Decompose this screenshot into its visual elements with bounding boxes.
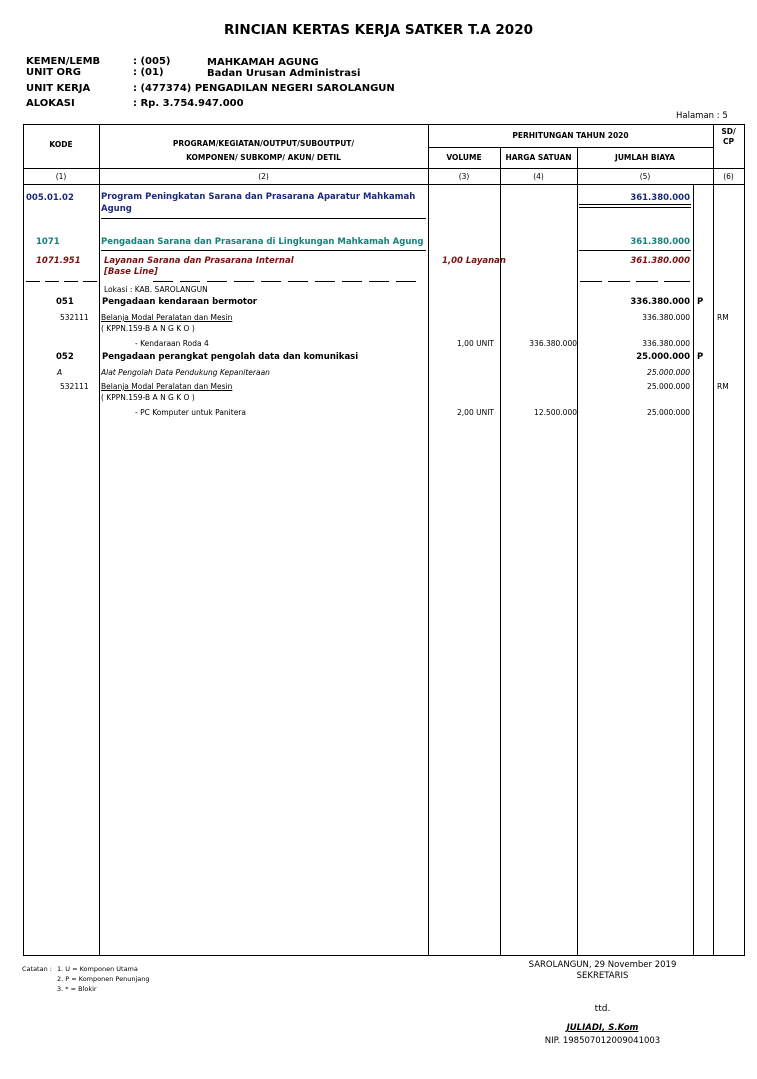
output-name-2: [Base Line]	[104, 267, 158, 277]
akun-1-kppn: ( KPPN.159-B A N G K O )	[101, 324, 195, 333]
komponen-052-name: Pengadaan perangkat pengolah data dan komunikasi	[102, 352, 359, 362]
col-program-1: PROGRAM/KEGIATAN/OUTPUT/SUBOUTPUT/	[172, 139, 355, 148]
program-code: 005.01.02	[26, 193, 74, 203]
subkomponen-a-code: A	[57, 368, 63, 377]
col-kode: KODE	[49, 140, 73, 149]
col-sdcp-1: SD/	[721, 127, 736, 136]
col-num-1: (1)	[55, 172, 67, 181]
detil-1-volume: 1,00 UNIT	[457, 339, 494, 348]
akun-1-sd: RM	[717, 313, 729, 322]
page-number: Halaman : 5	[676, 111, 728, 121]
lokasi: Lokasi : KAB. SAROLANGUN	[104, 285, 208, 294]
catatan-1: 1. U = Komponen Utama	[57, 965, 138, 973]
col-num-4: (4)	[533, 172, 544, 181]
kegiatan-total: 361.380.000	[630, 237, 690, 247]
akun-1-code: 532111	[60, 313, 89, 322]
col-harga-satuan: HARGA SATUAN	[505, 153, 572, 162]
output-volume: 1,00 Layanan	[442, 256, 506, 266]
col-num-3: (3)	[458, 172, 470, 181]
col-num-2: (2)	[258, 172, 269, 181]
alokasi-value: : Rp. 3.754.947.000	[133, 98, 244, 109]
subkomponen-a-name: Alat Pengolah Data Pendukung Kepaniteraan	[101, 368, 270, 377]
unit-org-label: UNIT ORG	[26, 67, 81, 78]
akun-2-total: 25.000.000	[647, 382, 690, 391]
col-perhitungan: PERHITUNGAN TAHUN 2020	[512, 131, 629, 140]
akun-2-kppn: ( KPPN.159-B A N G K O )	[101, 393, 195, 402]
signer-position: SEKRETARIS	[576, 971, 629, 981]
detil-1-harga: 336.380.000	[529, 339, 577, 348]
unit-kerja-value: : (477374) PENGADILAN NEGERI SAROLANGUN	[133, 83, 395, 94]
col-sdcp-2: CP	[722, 137, 734, 146]
col-num-5: (5)	[639, 172, 651, 181]
output-name-1: Layanan Sarana dan Prasarana Internal	[104, 256, 294, 266]
document-title: RINCIAN KERTAS KERJA SATKER T.A 2020	[224, 22, 533, 38]
detil-1-total: 336.380.000	[642, 339, 690, 348]
kemen-code: : (005)	[133, 56, 171, 67]
output-total: 361.380.000	[630, 256, 690, 266]
komponen-052-code: 052	[56, 352, 74, 362]
akun-1-total: 336.380.000	[642, 313, 690, 322]
program-name-2: Agung	[101, 204, 132, 214]
catatan-3: 3. * = Blokir	[57, 985, 97, 993]
akun-2-sd: RM	[717, 382, 729, 391]
komponen-051-total: 336.380.000	[630, 297, 690, 307]
detil-1-name: - Kendaraan Roda 4	[135, 339, 209, 348]
col-jumlah-biaya: JUMLAH BIAYA	[615, 153, 675, 162]
detil-2-volume: 2,00 UNIT	[457, 408, 494, 417]
akun-2-name: Belanja Modal Peralatan dan Mesin	[101, 382, 233, 391]
col-program-2: KOMPONEN/ SUBKOMP/ AKUN/ DETIL	[186, 153, 341, 162]
signer-nip: NIP. 198507012009041003	[544, 1036, 661, 1046]
kegiatan-code: 1071	[36, 237, 60, 247]
detil-2-harga: 12.500.000	[534, 408, 577, 417]
unit-org-name: Badan Urusan Administrasi	[207, 68, 361, 79]
catatan-2: 2. P = Komponen Penunjang	[57, 975, 150, 983]
program-total: 361.380.000	[630, 193, 690, 203]
place-date: SAROLANGUN, 29 November 2019	[528, 960, 677, 970]
komponen-052-flag: P	[697, 352, 704, 362]
komponen-052-total: 25.000.000	[636, 352, 690, 362]
col-num-6: (6)	[723, 172, 734, 181]
unit-kerja-label: UNIT KERJA	[26, 83, 91, 94]
kemen-label: KEMEN/LEMB	[26, 56, 101, 67]
komponen-051-flag: P	[697, 297, 704, 307]
kegiatan-name: Pengadaan Sarana dan Prasarana di Lingkungan Mahkamah Agung	[101, 237, 424, 247]
ttd: ttd.	[594, 1004, 611, 1014]
komponen-051-name: Pengadaan kendaraan bermotor	[102, 297, 258, 307]
akun-1-name: Belanja Modal Peralatan dan Mesin	[101, 313, 233, 322]
catatan-label: Catatan :	[22, 965, 52, 973]
output-code: 1071.951	[36, 256, 81, 266]
kemen-name: MAHKAMAH AGUNG	[207, 57, 319, 68]
akun-2-code: 532111	[60, 382, 89, 391]
signer-name: JULIADI, S.Kom	[566, 1023, 639, 1033]
unit-org-code: : (01)	[133, 67, 164, 78]
komponen-051-code: 051	[56, 297, 74, 307]
alokasi-label: ALOKASI	[26, 98, 75, 109]
detil-2-name: - PC Komputer untuk Panitera	[135, 408, 246, 417]
col-volume: VOLUME	[446, 153, 482, 162]
detil-2-total: 25.000.000	[647, 408, 690, 417]
subkomponen-a-total: 25.000.000	[647, 368, 690, 377]
program-name-1: Program Peningkatan Sarana dan Prasarana Aparatur Mahkamah	[101, 192, 416, 202]
